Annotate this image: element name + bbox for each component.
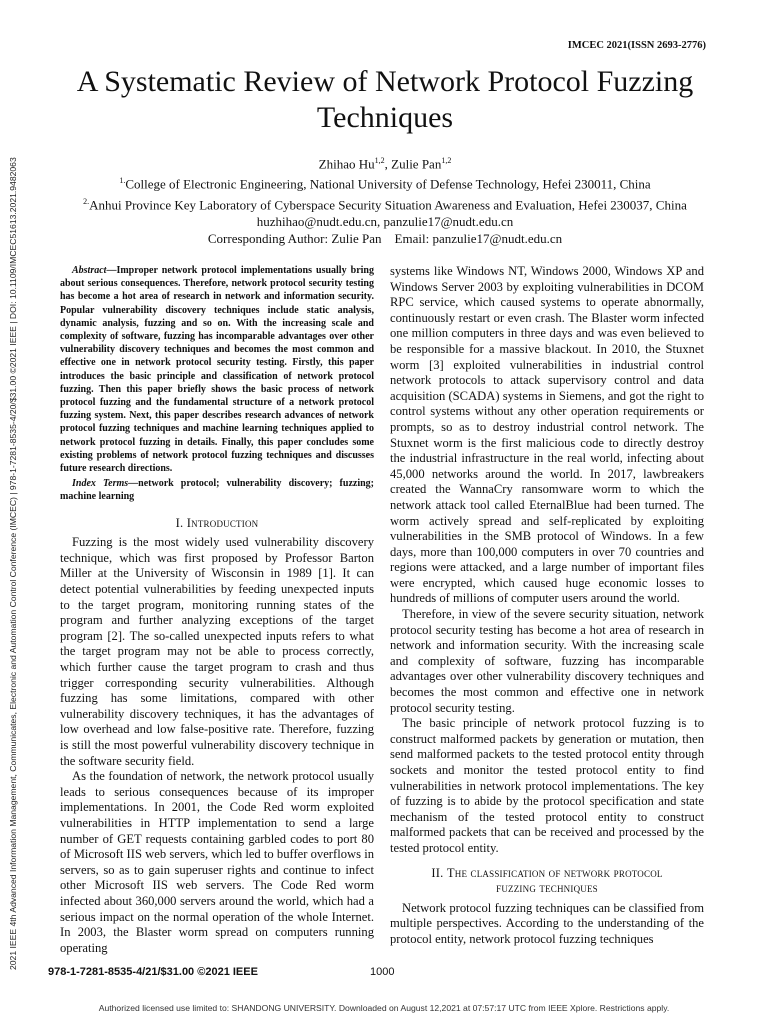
abstract-paragraph — [60, 264, 374, 475]
section-title: Introduction — [186, 515, 259, 530]
section-number: II. — [431, 865, 447, 880]
abstract-text: —Improper network protocol implementations usually bring about serious consequences. Therefore, network protocol security testing has become a hot area of research in network and information security. Popular vulnerability discovery techniques include static analysis, dynamic analysis, fuzzing and so on. With the increasing scale and complexity of software, fuzzing has incomparable advantages over other vulnerability discovery techniques and becomes the most common and effective one in network protocol security testing. Firstly, this paper introduces the basic principle and classification of network protocol fuzzing. Then this paper briefly shows the basic process of network protocol fuzzing and the fundamental structure of a network protocol fuzzing system. Next, this paper describes research advances of network protocol fuzzing techniques and machine learning techniques applied to network protocol fuzzing in details. Finally, this paper concludes some existing problems of network protocol fuzzing techniques and discusses future research directions. — [60, 265, 374, 475]
paper-title: A Systematic Review of Network Protocol Fuzzing Techniques — [76, 65, 694, 134]
right-column — [390, 264, 704, 948]
section-title-line-1: The classification of network protocol — [446, 865, 663, 880]
section-number: I. — [175, 515, 187, 530]
section-title-line-2: fuzzing techniques — [496, 881, 598, 896]
side-note-text: 2021 IEEE 4th Advanced Information Management, Communicates, Electronic and Automation Control Conference (IMCEC) | 978-1-7281-8535-4/20/$31.00 ©2021 IEEE | DOI: 10.1109/IMCEC51613.2021.9482063 — [8, 157, 18, 970]
affiliation-2 — [40, 193, 730, 213]
index-terms-text: —network protocol; vulnerability discovery; fuzzing; machine learning — [60, 478, 374, 503]
abstract-label: Abstract — [72, 265, 107, 276]
paragraph: Network protocol fuzzing techniques can be classified from multiple perspectives. According to the understanding of the protocol entity, network protocol fuzzing techniques — [390, 900, 704, 946]
index-terms — [60, 477, 374, 503]
footer-copyright: 978-1-7281-8535-4/21/$31.00 ©2021 IEEE — [48, 966, 258, 978]
side-note — [8, 60, 24, 970]
section-heading-classification — [390, 866, 704, 897]
affiliation-2-text: Anhui Province Key Laboratory of Cyberspace Security Situation Awareness and Evaluation, Hefei 230037, China — [89, 196, 687, 212]
paragraph: Fuzzing is the most widely used vulnerability discovery technique, which was first proposed by Professor Barton Miller at the University of Wisconsin in 1989 [1]. It can detect potential vulnerabilities by feeding unexpected inputs to the target program, monitoring running states of the program and further analyzing exceptions of the target program [2]. The so-called unexpected inputs refers to what the target program may not be able to process correctly, which further cause the target program to crash and thus trigger corresponding security vulnerabilities. Although fuzzing has some limitations, compared with other vulnerability discovery techniques, it has the advantages of low overhead and low false-positive rate. Therefore, fuzzing is still the most powerful vulnerability discovery technique in the software security field. — [60, 535, 374, 768]
author-1-affil: 1,2 — [374, 156, 385, 165]
section-heading-introduction — [60, 516, 374, 532]
affiliation-1 — [40, 172, 730, 192]
left-column — [60, 264, 374, 956]
page-number: 1000 — [370, 966, 395, 978]
author-names — [40, 152, 730, 172]
affiliation-1-text: College of Electronic Engineering, National University of Defense Technology, Hefei 230011, China — [125, 176, 651, 192]
index-terms-label: Index Terms — [72, 478, 129, 490]
license-notice: Authorized licensed use limited to: SHANDONG UNIVERSITY. Downloaded on August 12,2021 at 07:57:17 UTC from IEEE Xplore. Restrictions apply. — [98, 1003, 670, 1013]
corresponding-author: Corresponding Author: Zulie Pan Email: panzulie17@nudt.edu.cn — [207, 230, 563, 246]
paragraph: systems like Windows NT, Windows 2000, Windows XP and Windows Server 2003 by exploiting vulnerabilities in DCOM RPC service, which caused systems to operate abnormally, continuously restart or even crash. The Blaster worm infected one million computers in three days and was even believed to be responsible for a massive blackout. In 2010, the Stuxnet worm [3] exploited vulnerabilities in industrial control network protocols to attack supervisory control and data acquisition (SCADA) systems in Siemens, and got the right to control systems without any other operation requirements or prompts, so as to destroy industrial control network. The Stuxnet worm is the first malicious code to directly destroy the industrial infrastructure in the real world, infecting about 45,000 networks around the world. In 2017, lawbreakers created the WannaCry ransomware worm to which the network attack tool called EternalBlue had been turned. The worm actively spread and self-replicated by exploiting vulnerabilities in the SMB protocol of Windows. In a few days, more than 100,000 computers in over 70 countries and regions were attacked, and a large number of important files were encrypted, which caused huge economic losses to hundreds of millions of computer users around the world. — [390, 264, 704, 606]
author-2-affil: 1,2 — [441, 156, 452, 165]
paragraph: Therefore, in view of the severe security situation, network protocol security testing has become a hot area of research in network and information security. With the increasing scale and complexity of software, fuzzing has incomparable advantages over other vulnerability discovery techniques and becomes the most common and effective one in network protocol security testing. — [390, 607, 704, 715]
affiliation-1-mark: 1. — [119, 176, 126, 186]
conference-header: IMCEC 2021(ISSN 2693-2776) — [567, 40, 706, 51]
abstract — [60, 264, 374, 504]
paragraph: As the foundation of network, the network protocol usually leads to serious consequences because of its improper implementations. In 2001, the Code Red worm exploited vulnerabilities in HTTP implementation to send a large number of GET requests containing garbled codes to port 80 of Microsoft IIS web servers, which led to buffer overflows in servers, so as to gain superuser rights and continue to infect other Microsoft IIS web servers. The Code Red worm infected about 360,000 servers around the world, which had a serious impact on the normal operation of the whole Internet. In 2003, the Blaster worm spread on computers running operating — [60, 769, 374, 955]
author-2: , Zulie Pan — [384, 156, 442, 172]
author-1: Zhihao Hu — [318, 156, 375, 172]
author-emails: huzhihao@nudt.edu.cn, panzulie17@nudt.edu.cn — [256, 213, 514, 229]
paragraph: The basic principle of network protocol fuzzing is to construct malformed packets by generation or mutation, then send malformed packets to the tested protocol entity through sockets and monitor the tested protocol entity to find vulnerabilities in network protocol implementations. The key of fuzzing is to abide by the protocol specification and state mechanism of the tested protocol entity to construct malformed packets that can be received and processed by the tested protocol entity. — [390, 716, 704, 855]
affiliation-2-mark: 2. — [83, 196, 90, 206]
author-block — [40, 152, 730, 247]
